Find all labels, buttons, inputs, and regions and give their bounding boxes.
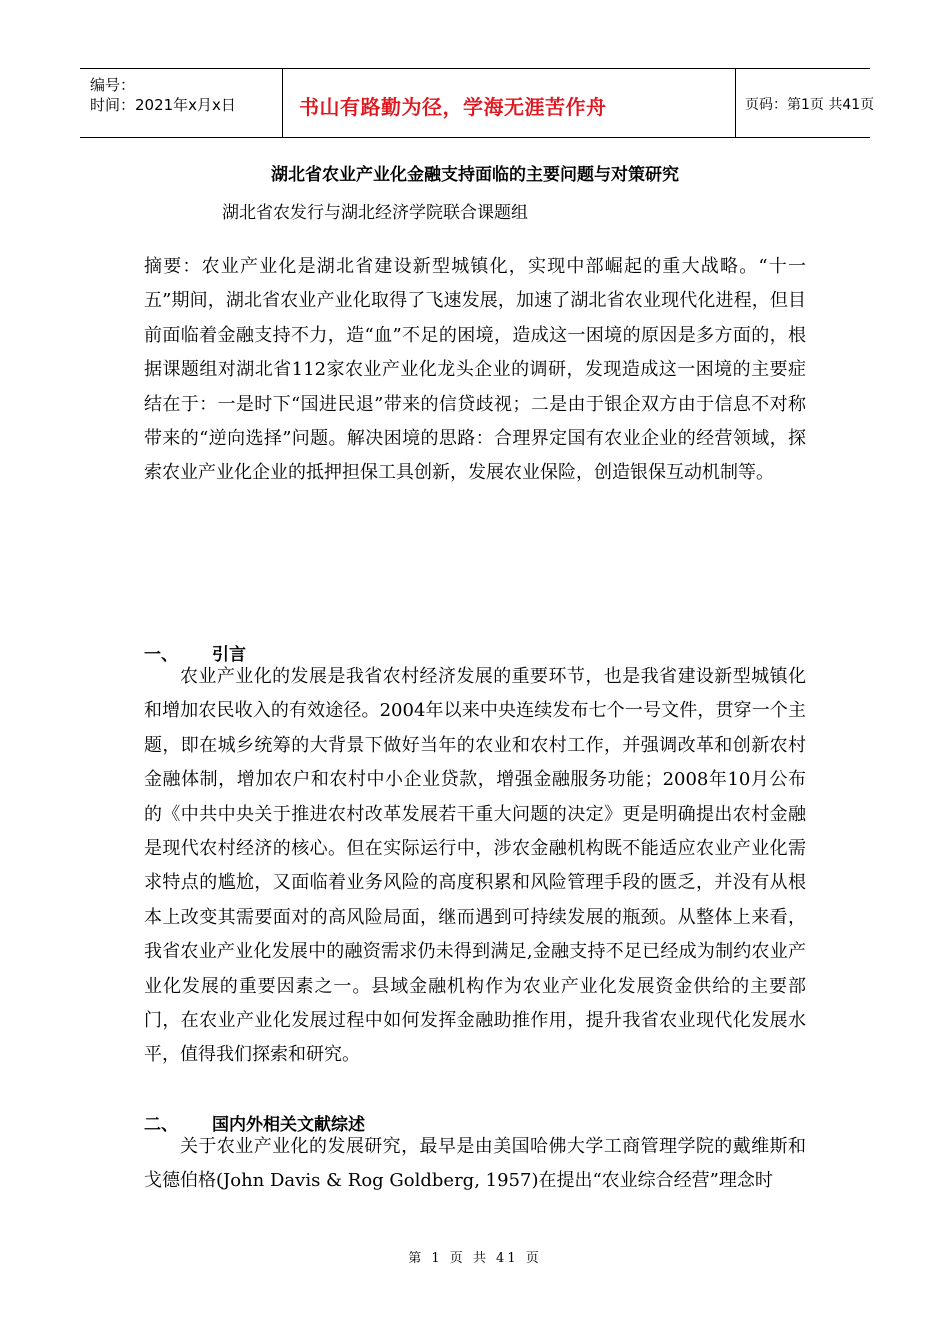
motto: 书山有路勤为径，学海无涯苦作舟 [299, 95, 607, 119]
number-label: 编号： [90, 76, 136, 94]
section-1-body: 农业产业化的发展是我省农村经济发展的重要环节，也是我省建设新型城镇化和增加农民收入的有效途径。2004年以来中央连续发布七个一号文件，贯穿一个主题，即在城乡统筹的大背景下做好当年的农业和农村工作，并强调改革和创新农村金融体制，增加农户和农村中小企业贷款，增强金融服务功能；2008年10月公布的《中共中央关于推进农村改革发展若干重大问题的决定》更是明确提出农村金融是现代农村经济的核心。但在实际运行中，涉农金融机构既不能适应农业产业化需求特点的尴尬，又面临着业务风险的高度积累和风险管理手段的匮乏，并没有从根本上改变其需要面对的高风险局面，继而遇到可持续发展的瓶颈。从整体上来看，我省农业产业化发展中的融资需求仍未得到满足,金融支持不足已经成为制约农业产业化发展的重要因素之一。县域金融机构作为农业产业化发展资金供给的主要部门，在农业产业化发展过程中如何发挥金融助推作用，提升我省农业现代化发展水平，值得我们探索和研究。 [144, 666, 806, 1066]
section-1-title: 引言 [212, 645, 246, 665]
section-2-number: 二、 [144, 1115, 178, 1135]
page-info: 页码：第1页 共41页 [745, 97, 875, 113]
document-title: 湖北省农业产业化金融支持面临的主要问题与对策研究 [271, 165, 679, 185]
section-2-title: 国内外相关文献综述 [212, 1115, 365, 1135]
document-header [80, 68, 875, 138]
header-page-cell [735, 69, 875, 137]
section-2-body: 关于农业产业化的发展研究，最早是由美国哈佛大学工商管理学院的戴维斯和戈德伯格(John Davis & Rog Goldberg, 1957)在提出“农业综合经营”理念时 [144, 1136, 806, 1192]
header-meta [80, 69, 282, 137]
header-motto-cell [282, 69, 736, 137]
abstract-paragraph: 摘要：农业产业化是湖北省建设新型城镇化，实现中部崛起的重大战略。“十一五”期间，湖北省农业产业化取得了飞速发展，加速了湖北省农业现代化进程，但目前面临着金融支持不力，造“血”不足的困境，造成这一困境的原因是多方面的，根据课题组对湖北省112家农业产业化龙头企业的调研，发现造成这一困境的主要症结在于：一是时下“国进民退”带来的信贷歧视；二是由于银企双方由于信息不对称带来的“逆向选择”问题。解决困境的思路：合理界定国有农业企业的经营领域，探索农业产业化企业的抵押担保工具创新，发展农业保险，创造银保互动机制等。 [144, 256, 806, 484]
page-footer: 第 1 页 共 41 页 [408, 1251, 542, 1266]
document-authors: 湖北省农发行与湖北经济学院联合课题组 [222, 203, 528, 223]
section-1-number: 一、 [144, 645, 178, 665]
time-label: 时间：2021年x月x日 [90, 96, 236, 114]
